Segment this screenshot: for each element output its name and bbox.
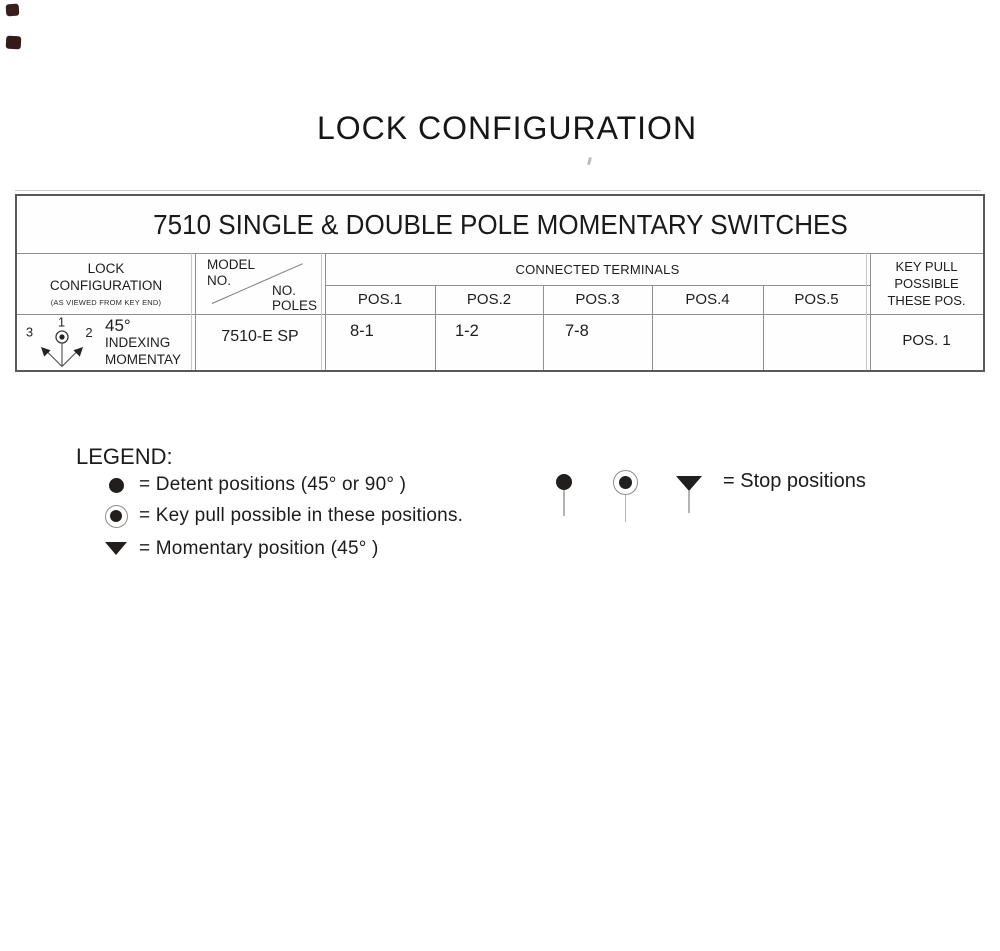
table-title: 7510 SINGLE & DOUBLE POLE MOMENTARY SWITCHES xyxy=(152,208,848,240)
diagram-label-2: 2 xyxy=(85,325,93,340)
key-pull-dot-icon xyxy=(59,334,64,339)
momentary-arrow-left-icon xyxy=(41,347,51,357)
legend-item-detent xyxy=(100,472,406,498)
header-model-line2: NO. xyxy=(207,273,232,288)
diagram-momentary-text: MOMENTAY xyxy=(105,351,181,367)
cell-pos5-terminals xyxy=(763,314,870,370)
header-pos5: POS.5 xyxy=(794,291,839,308)
momentary-arrow-right-icon xyxy=(73,347,83,357)
stop-position-pin-dot xyxy=(556,474,572,516)
header-lock-configuration xyxy=(17,253,195,314)
diagram-line-right xyxy=(62,352,77,367)
scan-ghost-line xyxy=(15,190,981,191)
header-lock-line2: CONFIGURATION xyxy=(49,278,163,293)
diagram-line-left xyxy=(48,352,63,367)
scan-artifact-mark xyxy=(6,36,22,50)
scan-artifact-mark xyxy=(6,4,20,17)
diagram-indexing-text: INDEXING xyxy=(105,335,171,350)
diagram-label-3: 3 xyxy=(25,324,34,340)
header-pos1: POS.1 xyxy=(357,291,403,308)
header-model-line1: MODEL xyxy=(207,257,256,272)
header-model-no-poles xyxy=(195,253,325,314)
header-lock-note: (AS VIEWED FROM KEY END) xyxy=(50,298,162,307)
header-connected-terminals: CONNECTED TERMINALS xyxy=(515,261,680,277)
header-pos3: POS.3 xyxy=(575,291,620,308)
lock-position-diagram xyxy=(20,314,112,370)
legend-item-label: = Detent positions (45° or 90° ) xyxy=(139,474,407,495)
legend-item-momentary xyxy=(100,535,379,562)
header-lock-line1: LOCK xyxy=(87,261,125,276)
diagram-label-1: 1 xyxy=(57,314,66,330)
switch-configuration-table xyxy=(15,194,985,372)
key-pull-ring-icon xyxy=(100,505,132,528)
cell-pos1-terminals: 8-1 xyxy=(350,322,374,340)
cell-pos3-terminals: 7-8 xyxy=(565,322,589,340)
table-title-cell xyxy=(17,196,983,253)
stop-position-pin-triangle xyxy=(676,476,702,513)
cell-pos4-terminals xyxy=(652,314,763,370)
stop-position-pin-ring xyxy=(613,470,638,522)
detent-dot-icon xyxy=(100,478,132,493)
cell-pos2-terminals: 1-2 xyxy=(455,322,479,340)
page-title: LOCK CONFIGURATION xyxy=(316,110,698,146)
header-pos2: POS.2 xyxy=(466,291,512,308)
legend-item-label: = Key pull possible in these positions. xyxy=(139,505,464,526)
momentary-triangle-icon xyxy=(100,542,132,555)
stop-positions-label: = Stop positions xyxy=(723,470,866,492)
legend-heading: LEGEND: xyxy=(76,444,173,469)
cell-key-pull-position: POS. 1 xyxy=(902,331,951,349)
legend-item-key-pull xyxy=(100,502,463,530)
header-poles-line1: NO. xyxy=(272,283,297,298)
cell-lock-diagram xyxy=(17,314,195,370)
legend-item-label: = Momentary position (45° ) xyxy=(139,537,379,559)
header-poles-line2: POLES xyxy=(272,298,318,313)
cell-model-number: 7510-E SP xyxy=(221,328,299,345)
scan-speck xyxy=(587,157,592,165)
header-key-pull: KEY PULL POSSIBLE THESE POS. xyxy=(887,259,966,308)
header-pos4: POS.4 xyxy=(685,291,730,308)
diagram-angle-text: 45° xyxy=(105,316,131,335)
